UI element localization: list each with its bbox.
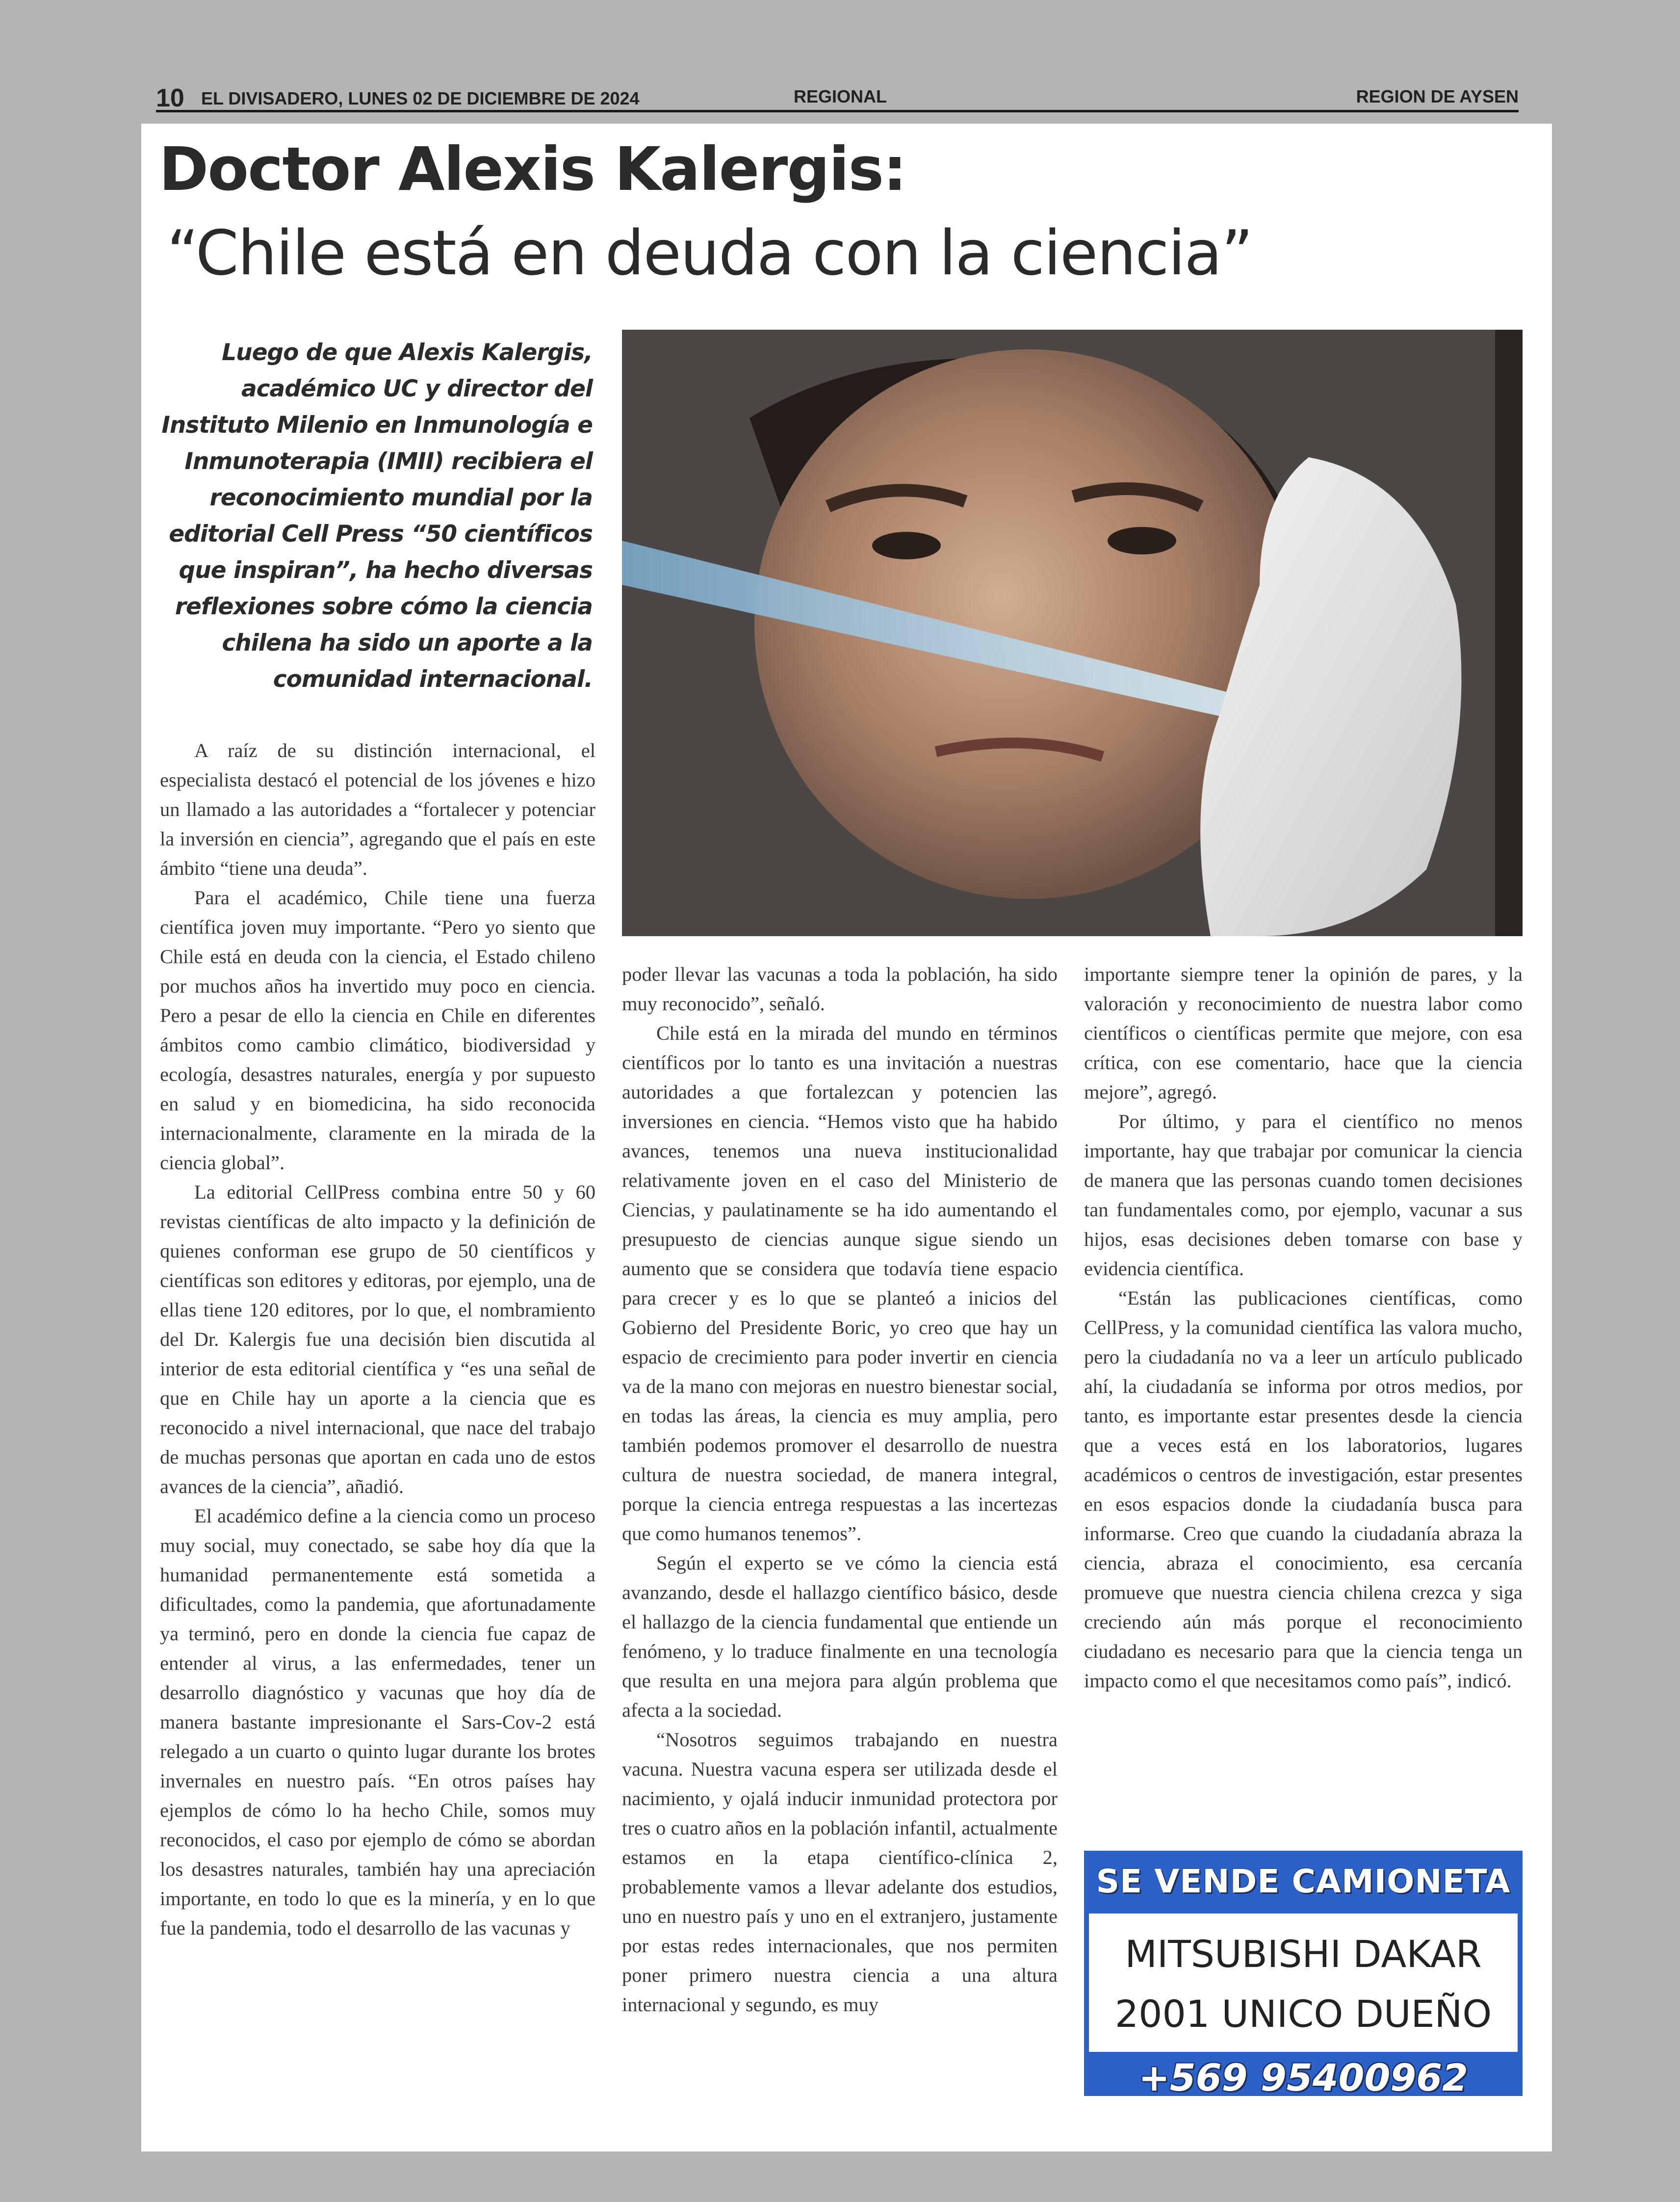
paragraph: Según el experto se ve cómo la ciencia está avanzando, desde el hallazgo científico básico, desde el hallazgo de la ciencia fundamental que entiende un fenómeno, y lo traduce finalmente en una tecnología que resulta en una mejora para algún problema que afecta a la sociedad. — [622, 1552, 1058, 1721]
paragraph: importante siempre tener la opinión de pares, y la valoración y reconocimiento de nuestra labor como científicos o científicas permite que mejore, con esa crítica, con ese comentario, hace que la ciencia mejore”, agregó. — [1084, 963, 1523, 1103]
article-quote-title: “Chile está en deuda con la ciencia” — [167, 217, 1253, 289]
page-header — [156, 82, 1519, 112]
paragraph: poder llevar las vacunas a toda la población, ha sido muy reconocido”, señaló. — [622, 963, 1058, 1015]
publication-date: EL DIVISADERO, LUNES 02 DE DICIEMBRE DE 2024 — [201, 88, 640, 108]
region-label: REGION DE AYSEN — [1356, 86, 1519, 106]
paragraph: Para el académico, Chile tiene una fuerza científica joven muy importante. “Pero yo siento que Chile está en deuda con la ciencia, el Estado chileno por muchos años ha invertido muy poco en ciencia. Pero a pesar de ello la ciencia en Chile en diferentes ámbitos como cambio climático, biodiversidad y ecología, desastres naturales, energía y por supuesto en salud y en biomedicina, ha sido reconocida internacionalmente, claramente en la mirada de la ciencia global”. — [160, 887, 595, 1174]
ad-details-box — [1089, 1914, 1518, 2052]
paragraph: Por último, y para el científico no menos importante, hay que trabajar por comunicar la ciencia de manera que las personas cuando tomen decisiones tan fundamentales como, por ejemplo, vacunar a sus hijos, esas decisiones deben tomarse con base y evidencia científica. — [1084, 1110, 1523, 1280]
article-column-3 — [1084, 960, 1523, 1696]
ad-title: SE VENDE CAMIONETA — [1096, 1862, 1511, 1900]
paragraph: “Nosotros seguimos trabajando en nuestra vacuna. Nuestra vacuna espera ser utilizada desde el nacimiento, y ojalá inducir inmunidad protectora por tres o cuatro años en la población infantil, actualmente estamos en la etapa científico-clínica 2, probablemente vamos a llevar adelante dos estudios, uno en nuestro país y uno en el extranjero, justamente por estas redes internacionales, que nos permiten poner primero nuestra ciencia a una altura internacional y segundo, es muy — [622, 1729, 1058, 2016]
portrait-photo-icon — [622, 330, 1523, 936]
paragraph: El académico define a la ciencia como un proceso muy social, muy conectado, se sabe hoy día que la humanidad permanentemente está sometida a dificultades, como la pandemia, que afortunadamente ya terminó, pero en donde la ciencia fue capaz de entender al virus, a las enfermedades, tener un desarrollo diagnóstico y vacunas que hoy día de manera bastante impresionante el Sars-Cov-2 está relegado a un cuarto o quinto lugar durante los brotes invernales en nuestro país. “En otros países hay ejemplos de cómo lo ha hecho Chile, somos muy reconocidos, el caso por ejemplo de cómo se abordan los desastres naturales, también hay una apreciación importante, en todo lo que es la minería, y en lo que fue la pandemia, todo el desarrollo de las vacunas y — [160, 1505, 595, 1939]
classified-ad — [1084, 1851, 1523, 2099]
page-number: 10 — [156, 84, 184, 112]
paragraph: A raíz de su distinción internacional, el especialista destacó el potencial de los jóvenes e hizo un llamado a las autoridades a “fortalecer y potenciar la inversión en ciencia”, agregando que el país en este ámbito “tiene una deuda”. — [160, 739, 595, 879]
article-column-1 — [160, 736, 595, 1943]
ad-vehicle-year: 2001 UNICO DUEÑO — [1114, 1992, 1492, 2036]
ad-phone-number: +569 95400962 — [1138, 2056, 1468, 2099]
section-label: REGIONAL — [794, 86, 887, 106]
article-lead: Luego de que Alexis Kalergis, académico UC y director del Instituto Milenio en Inmunología e Inmunoterapia (IMII) recibiera el reconocimiento mundial por la editorial Cell Press “50 científicos que inspiran”, ha hecho diversas reflexiones sobre cómo la ciencia chilena ha sido un aporte a la comunidad internacional. — [161, 339, 593, 693]
paragraph: Chile está en la mirada del mundo en términos científicos por lo tanto es una invitación a nuestras autoridades a que fortalezcan y potencien las inversiones en ciencia. “Hemos visto que ha habido avances, tenemos una nueva institucionalidad relativamente joven en el caso del Ministerio de Ciencias, y paulatinamente se ha ido aumentando el presupuesto de ciencias aunque sigue siendo un aumento que se considera que todavía tiene espacio para crecer y es lo que se planteó a inicios del Gobierno del Presidente Boric, yo creo que hay un espacio de crecimiento para poder invertir en ciencia va de la mano con mejoras en nuestro bienestar social, en todas las áreas, la ciencia es muy amplia, pero también podemos promover el desarrollo de nuestra cultura de nuestra sociedad, de manera integral, porque la ciencia entrega respuestas a las incertezas que como humanos tenemos”. — [622, 1022, 1058, 1545]
article-page — [141, 124, 1552, 2151]
article-headline: Doctor Alexis Kalergis: — [159, 134, 906, 204]
paragraph: “Están las publicaciones científicas, como CellPress, y la comunidad científica las valora mucho, pero la ciudadanía no va a leer un artículo publicado ahí, la ciudadanía se informa por otros medios, por tanto, es importante estar presentes desde la ciencia que a veces está en los laboratorios, lugares académicos o centros de investigación, estar presentes en esos espacios donde la ciudadanía busca para informarse. Creo que cuando la ciudadanía abraza la ciencia, abraza el conocimiento, esa cercanía promueve que nuestra ciencia chilena crezca y siga creciendo aún más porque el reconocimiento ciudadano es necesario para que la ciencia tenga un impacto como el que necesitamos como país”, indicó. — [1084, 1287, 1523, 1692]
article-column-2 — [622, 960, 1058, 2019]
ad-vehicle-model: MITSUBISHI DAKAR — [1125, 1932, 1482, 1976]
paragraph: La editorial CellPress combina entre 50 y 60 revistas científicas de alto impacto y la definición de quienes conforman ese grupo de 50 científicos y científicas son editores y editoras, por ejemplo, una de ellas tiene 120 editores, por lo que, el nombramiento del Dr. Kalergis fue una decisión bien discutida al interior de esta editorial científica y “es una señal de que en Chile hay un aporte a la ciencia que es reconocido a nivel internacional, que nace del trabajo de muchas personas que aportan en cada uno de estos avances de la ciencia”, añadió. — [160, 1181, 595, 1497]
